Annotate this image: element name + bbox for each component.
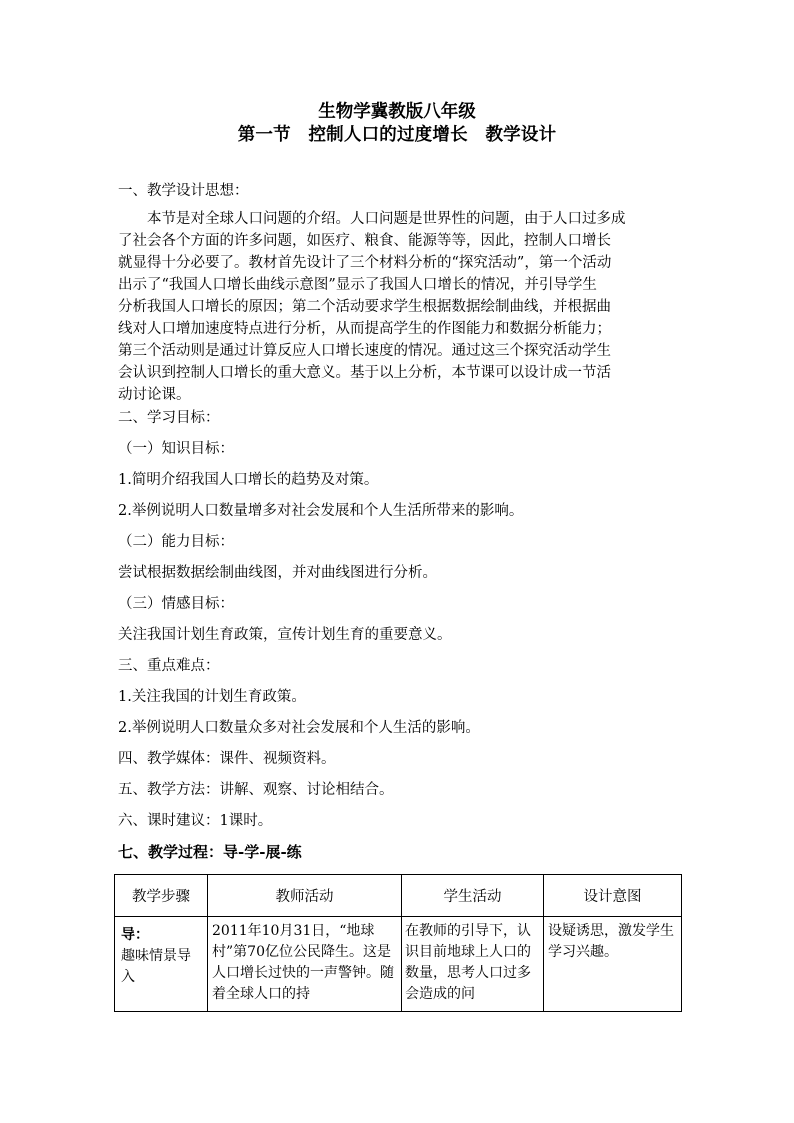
paragraph-line: 出示了“我国人口增长曲线示意图”显示了我国人口增长的情况，并引导学生 bbox=[118, 277, 597, 293]
step-title: 导： bbox=[121, 927, 149, 943]
design-intent-text: 设疑诱思，激发学生学习兴趣。 bbox=[548, 923, 674, 960]
table-header-row bbox=[115, 875, 682, 917]
paragraph-line: 会认识到控制人口增长的重大意义。基于以上分析，本节课可以设计成一节活 bbox=[118, 365, 611, 381]
student-activity-cell bbox=[402, 917, 544, 1012]
section-heading-design-idea: 一、教学设计思想： bbox=[118, 183, 249, 199]
key-point-item: 1.关注我国的计划生育政策。 bbox=[118, 689, 306, 705]
subheading-knowledge-goals: （一）知识目标： bbox=[118, 441, 234, 457]
teacher-activity-text: 2011年10月31日，“地球村”第70亿位公民降生。这是人口增长过快的一声警钟。随着全球人口的持 bbox=[212, 923, 394, 1002]
paragraph-line: 动讨论课。 bbox=[118, 387, 191, 403]
paragraph-line: 就显得十分必要了。教材首先设计了三个材料分析的“探究活动”，第一个活动 bbox=[118, 255, 612, 271]
paragraph-line: 线对人口增加速度特点进行分析，从而提高学生的作图能力和数据分析能力； bbox=[118, 321, 611, 337]
table-header-cell: 学生活动 bbox=[402, 875, 544, 917]
subheading-emotion-goals: （三）情感目标： bbox=[118, 596, 234, 612]
document-title-grade: 生物学冀教版八年级 bbox=[318, 102, 476, 122]
document-title-lesson: 第一节 控制人口的过度增长 教学设计 bbox=[237, 125, 557, 145]
section-heading-teaching-process: 七、教学过程：导-学-展-练 bbox=[118, 843, 302, 861]
table-header-cell: 教师活动 bbox=[208, 875, 402, 917]
section-heading-learning-goals: 二、学习目标： bbox=[118, 410, 220, 426]
step-subtitle: 趣味情景导入 bbox=[121, 948, 191, 985]
paragraph-line: 分析我国人口增长的原因；第二个活动要求学生根据数据绘制曲线，并根据曲 bbox=[118, 299, 611, 315]
teacher-activity-cell bbox=[208, 917, 402, 1012]
table-header-cell: 设计意图 bbox=[544, 875, 682, 917]
section-heading-key-points: 三、重点难点： bbox=[118, 658, 220, 674]
teaching-process-table bbox=[114, 874, 682, 1012]
design-idea-paragraph bbox=[118, 208, 680, 406]
knowledge-goal-item: 2.举例说明人口数量增多对社会发展和个人生活所带来的影响。 bbox=[118, 503, 524, 519]
emotion-goal-text: 关注我国计划生育政策，宣传计划生育的重要意义。 bbox=[118, 627, 452, 643]
paragraph-line: 第三个活动则是通过计算反应人口增长速度的情况。通过这三个探究活动学生 bbox=[118, 343, 611, 359]
knowledge-goal-item: 1.简明介绍我国人口增长的趋势及对策。 bbox=[118, 472, 379, 488]
section-class-hours: 六、课时建议：1课时。 bbox=[118, 813, 273, 829]
table-header-cell: 教学步骤 bbox=[115, 875, 208, 917]
student-activity-text: 在教师的引导下，认识目前地球上人口的数量，思考人口过多会造成的问 bbox=[405, 923, 531, 1002]
design-intent-cell bbox=[544, 917, 682, 1012]
section-teaching-media: 四、教学媒体：课件、视频资料。 bbox=[118, 751, 336, 767]
key-point-item: 2.举例说明人口数量众多对社会发展和个人生活的影响。 bbox=[118, 720, 480, 736]
table-row bbox=[115, 917, 682, 1012]
step-cell bbox=[115, 917, 208, 1012]
paragraph-line: 本节是对全球人口问题的介绍。人口问题是世界性的问题，由于人口过多成 bbox=[118, 211, 626, 227]
paragraph-line: 了社会各个方面的许多问题，如医疗、粮食、能源等等，因此，控制人口增长 bbox=[118, 233, 611, 249]
section-teaching-methods: 五、教学方法：讲解、观察、讨论相结合。 bbox=[118, 782, 394, 798]
ability-goal-text: 尝试根据数据绘制曲线图，并对曲线图进行分析。 bbox=[118, 565, 437, 581]
subheading-ability-goals: （二）能力目标： bbox=[118, 534, 234, 550]
